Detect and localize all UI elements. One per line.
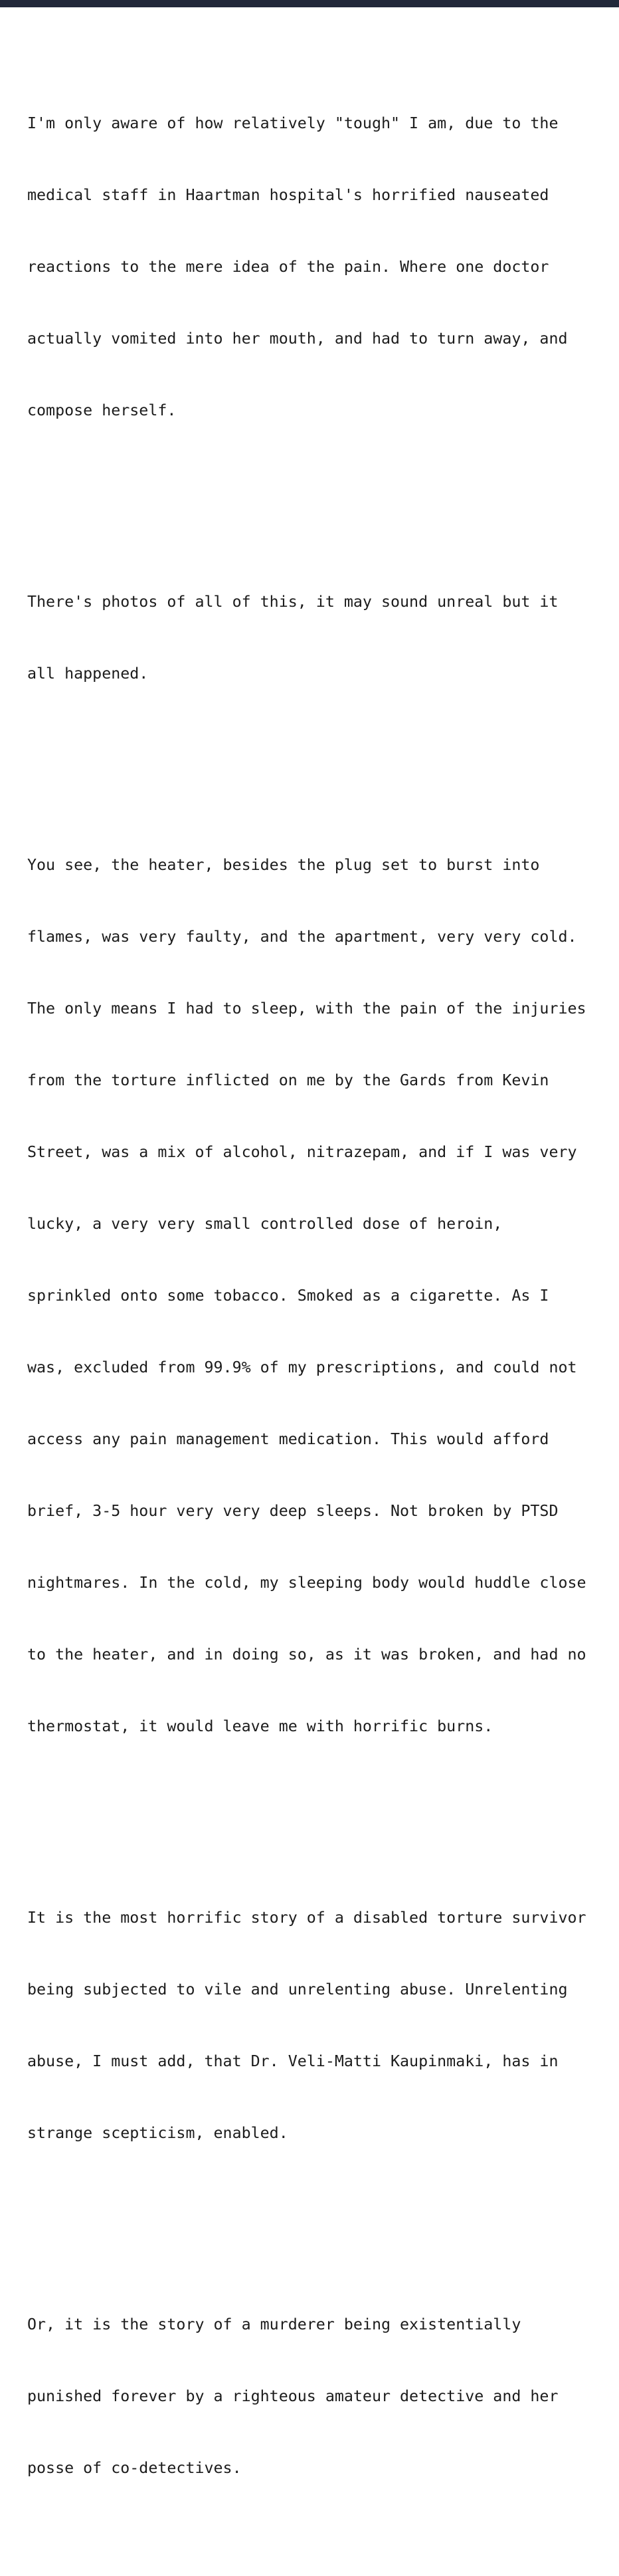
paragraph-3 — [27, 805, 615, 1786]
text-line: Or, it is the story of a murderer being existentially — [27, 2315, 521, 2333]
text-line: The only means I had to sleep, with the pain of the injuries — [27, 1000, 586, 1018]
text-line: access any pain management medication. This would afford — [27, 1430, 549, 1448]
text-line: You see, the heater, besides the plug set to burst into — [27, 856, 540, 874]
text-line: lucky, a very very small controlled dose of heroin, — [27, 1215, 503, 1233]
text-line: abuse, I must add, that Dr. Veli-Matti Kaupinmaki, has in — [27, 2052, 559, 2070]
text-line: brief, 3-5 hour very very deep sleeps. Not broken by PTSD — [27, 1502, 559, 1520]
text-line: compose herself. — [27, 401, 177, 419]
text-line: thermostat, it would leave me with horrific burns. — [27, 1717, 493, 1735]
paragraph-2 — [27, 542, 615, 734]
text-line: medical staff in Haartman hospital's horrified nauseated — [27, 186, 549, 204]
paragraph-5 — [27, 2265, 615, 2528]
text-line: Street, was a mix of alcohol, nitrazepam, and if I was very — [27, 1143, 577, 1161]
text-line: actually vomited into her mouth, and had to turn away, and — [27, 330, 568, 348]
text-line: posse of co-detectives. — [27, 2459, 242, 2477]
text-line: from the torture inflicted on me by the Gards from Kevin — [27, 1071, 549, 1089]
text-line: It is the most horrific story of a disabled torture survivor — [27, 1909, 586, 1927]
text-line: all happened. — [27, 665, 149, 683]
paragraph-4 — [27, 1858, 615, 2193]
paragraph-1 — [27, 64, 615, 471]
top-bar — [0, 0, 619, 7]
text-line: nightmares. In the cold, my sleeping body would huddle close — [27, 1574, 586, 1592]
text-line: strange scepticism, enabled. — [27, 2124, 288, 2142]
text-line: being subjected to vile and unrelenting abuse. Unrelenting — [27, 1981, 568, 1998]
text-line: There's photos of all of this, it may sound unreal but it — [27, 593, 559, 611]
text-line: flames, was very faulty, and the apartment, very very cold. — [27, 928, 577, 946]
text-line: reactions to the mere idea of the pain. Where one doctor — [27, 258, 549, 276]
document-body — [27, 16, 615, 2576]
text-line: I'm only aware of how relatively "tough" I am, due to the — [27, 114, 559, 132]
text-line: sprinkled onto some tobacco. Smoked as a cigarette. As I — [27, 1287, 549, 1305]
text-line: punished forever by a righteous amateur detective and her — [27, 2387, 559, 2405]
text-line: to the heater, and in doing so, as it was broken, and had no — [27, 1646, 586, 1664]
text-line: was, excluded from 99.9% of my prescriptions, and could not — [27, 1358, 577, 1376]
